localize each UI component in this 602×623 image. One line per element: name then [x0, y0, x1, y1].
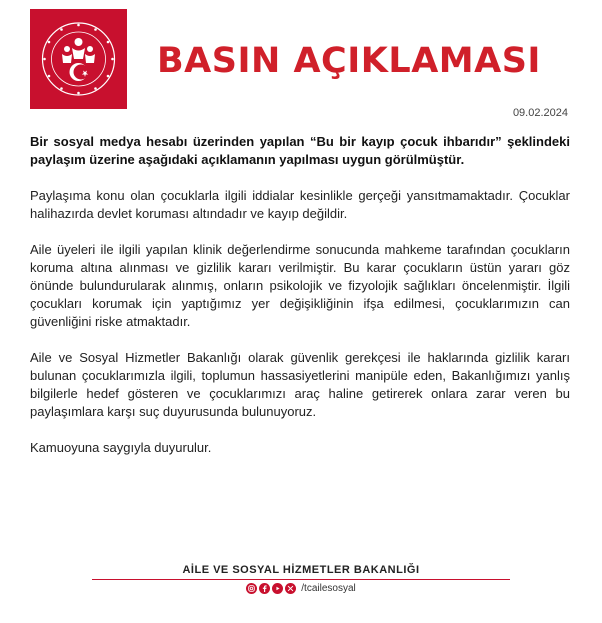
facebook-icon[interactable] — [259, 583, 270, 594]
page-title: BASIN AÇIKLAMASI — [157, 41, 541, 81]
ministry-logo — [30, 9, 127, 109]
lead-paragraph: Bir sosyal medya hesabı üzerinden yapılan “Bu bir kayıp çocuk ihbarıdır” şeklindeki paylaşım üzerine aşağıdaki açıklamanın yapılması uygun görülmüştür. — [30, 134, 570, 167]
x-icon[interactable] — [285, 583, 296, 594]
paragraph: Paylaşıma konu olan çocuklarla ilgili iddialar kesinlikle gerçeği yansıtmamaktadır. Çocuklar halihazırda devlet koruması altındadır ve kayıp değildir. — [30, 188, 570, 221]
statement-body — [30, 133, 570, 475]
social-handle[interactable]: /tcailesosyal — [301, 583, 356, 594]
closing-paragraph: Kamuoyuna saygıyla duyurulur. — [30, 440, 212, 455]
youtube-icon[interactable] — [272, 583, 283, 594]
instagram-icon[interactable] — [246, 583, 257, 594]
paragraph: Aile üyeleri ile ilgili yapılan klinik değerlendirme sonucunda mahkeme tarafından çocukların koruma altına alınması ve gizlilik kararı verilmiştir. Bu karar çocukların üstün yararı göz önünde bulundurularak alınmış, onların psikolojik ve fizyolojik sağlıkları öncelenmiştir. İlgili çocukları korumak için yaptığımız yer değişikliğinin ifşa edilmesi, çocuklarımızın can güvenliğini riske atmaktadır. — [30, 242, 570, 329]
footer-divider — [92, 579, 510, 580]
ministry-name: AİLE VE SOSYAL HİZMETLER BAKANLIĞI — [182, 564, 420, 576]
paragraph: Aile ve Sosyal Hizmetler Bakanlığı olarak güvenlik gerekçesi ile haklarında gizlilik kararı bulunan çocuklarımızla ilgili, toplumun hassasiyetlerini manipüle eden, Bakanlığımızı yanlış bilgilerle hedef gösteren ve çocuklarımızı araç haline getirerek onlara zarar veren bu paylaşımlara karşı suç duyurusunda bulunuyoruz. — [30, 350, 570, 419]
social-links — [0, 583, 602, 594]
ministry-emblem-icon — [30, 9, 127, 109]
statement-date: 09.02.2024 — [512, 107, 568, 119]
